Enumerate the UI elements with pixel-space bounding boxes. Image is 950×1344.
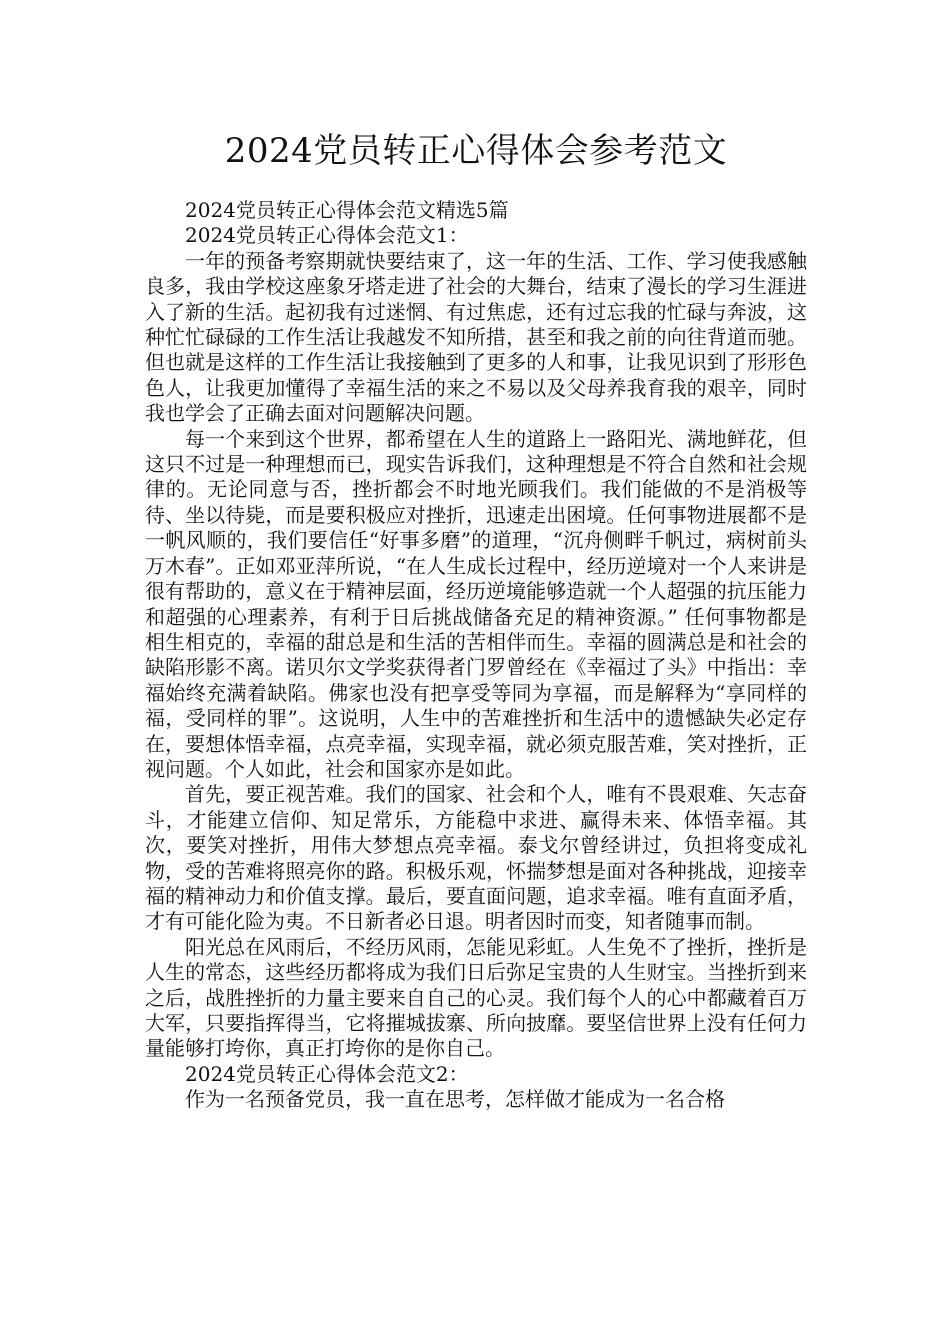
body-paragraph: 首先，要正视苦难。我们的国家、社会和个人，唯有不畏艰难、矢志奋斗，才能建立信仰、知足常乐，方能稳中求进、赢得未来、体悟幸福。其次，要笑对挫折，用伟大梦想点亮幸福。泰戈尔曾经讲过，负担将变成礼物，受的苦难将照亮你的路。积极乐观，怀揣梦想是面对各种挑战，迎接幸福的精神动力和价值支撑。最后，要直面问题，追求幸福。唯有直面矛盾，才有可能化险为夷。不日新者必日退。明者因时而变，知者随事而制。 bbox=[145, 782, 807, 934]
body-paragraph: 一年的预备考察期就快要结束了，这一年的生活、工作、学习使我感触良多，我由学校这座象牙塔走进了社会的大舞台，结束了漫长的学习生涯进入了新的生活。起初我有过迷惘、有过焦虑，还有过忘我的忙碌与奔波，这种忙忙碌碌的工作生活让我越发不知所措，甚至和我之前的向往背道而驰。但也就是这样的工作生活让我接触到了更多的人和事，让我见识到了形形色色人，让我更加懂得了幸福生活的来之不易以及父母养我育我的艰辛，同时我也学会了正确去面对问题解决问题。 bbox=[145, 248, 807, 426]
body-paragraph: 每一个来到这个世界，都希望在人生的道路上一路阳光、满地鲜花，但这只不过是一种理想而已，现实告诉我们，这种理想是不符合自然和社会规律的。无论同意与否，挫折都会不时地光顾我们。我们能做的不是消极等待、坐以待毙，而是要积极应对挫折，迅速走出困境。任何事物进展都不是一帆风顺的，我们要信任“好事多磨”的道理，“沉舟侧畔千帆过，病树前头万木春”。正如邓亚萍所说，“在人生成长过程中，经历逆境对一个人来讲是很有帮助的，意义在于精神层面，经历逆境能够造就一个人超强的抗压能力和超强的心理素养，有利于日后挑战储备充足的精神资源。” 任何事物都是相生相克的，幸福的甜总是和生活的苦相伴而生。幸福的圆满总是和社会的缺陷形影不离。诺贝尔文学奖获得者门罗曾经在《幸福过了头》中指出：幸福始终充满着缺陷。佛家也没有把享受等同为享福，而是解释为“享同样的福，受同样的罪”。这说明，人生中的苦难挫折和生活中的遗憾缺失必定存在，要想体悟幸福，点亮幸福，实现幸福，就必须克服苦难，笑对挫折，正视问题。个人如此，社会和国家亦是如此。 bbox=[145, 426, 807, 781]
section-heading-essay-2: 2024党员转正心得体会范文2： bbox=[185, 1061, 469, 1086]
document-page bbox=[145, 0, 807, 1113]
body-paragraph: 阳光总在风雨后，不经历风雨，怎能见彩虹。人生免不了挫折，挫折是人生的常态，这些经历都将成为我们日后弥足宝贵的人生财宝。当挫折到来之后，战胜挫折的力量主要来自自己的心灵。我们每个人的心中都藏着百万大军，只要指挥得当，它将摧城拔寨、所向披靡。要坚信世界上没有任何力量能够打垮你，真正打垮你的是你自己。 bbox=[145, 934, 807, 1061]
document-body bbox=[145, 198, 807, 1113]
document-title: 2024党员转正心得体会参考范文 bbox=[224, 131, 728, 171]
body-paragraph: 作为一名预备党员，我一直在思考，怎样做才能成为一名合格 bbox=[185, 1087, 725, 1112]
section-heading-essay-1: 2024党员转正心得体会范文1： bbox=[185, 223, 469, 248]
document-subtitle: 2024党员转正心得体会范文精选5篇 bbox=[185, 198, 509, 222]
